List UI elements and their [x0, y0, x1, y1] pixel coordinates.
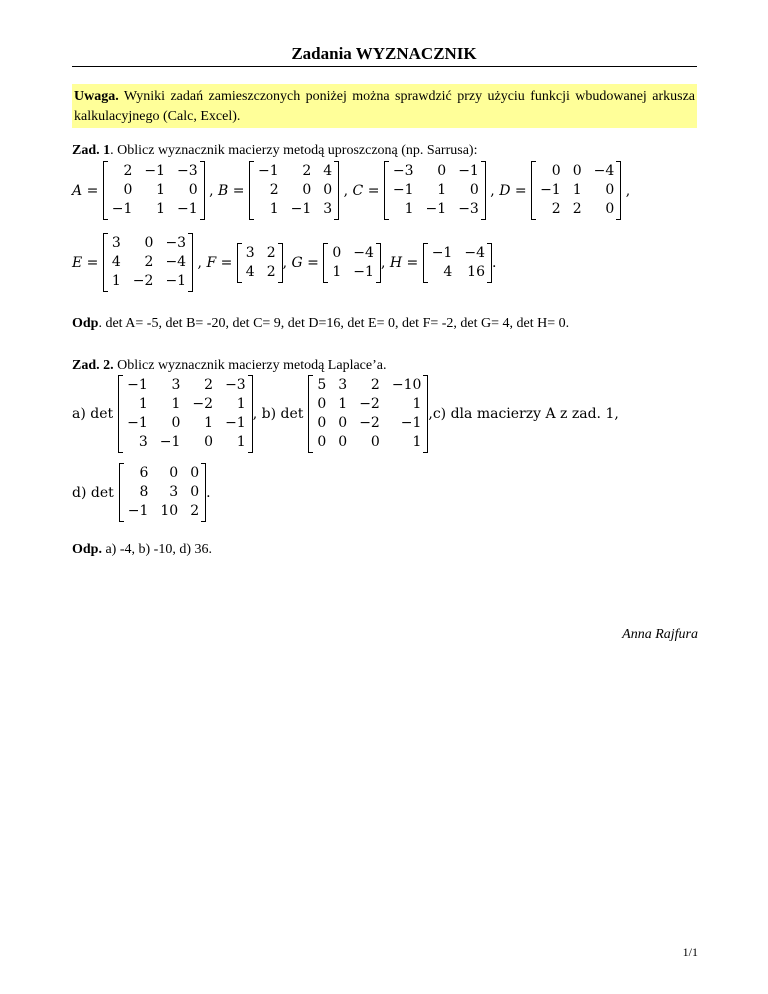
task1-label: Zad. 1 — [72, 143, 111, 158]
signature: Anna Rajfura — [622, 627, 698, 642]
matrix-cell: −1 — [425, 201, 447, 217]
matrix-cell: −1 — [225, 415, 246, 431]
matrix-E — [103, 234, 193, 291]
matrix-cell: 1 — [171, 396, 181, 412]
matrix-cell: −4 — [165, 254, 187, 270]
matrix-cell: 10 — [160, 503, 179, 519]
note-text: Wyniki zadań zamieszczonych poniżej można sprawdzić przy użyciu funkcji wbudowanej arkusza kalkulacyjnego (Calc, Excel). — [74, 89, 695, 124]
matrix-cell: 2 — [204, 377, 214, 393]
matrix-cell: −10 — [391, 377, 422, 393]
matrix-2a — [118, 376, 253, 452]
task1-row2: E = 3 0 −3 4 2 −4 1 −2 −1 , F = 3 2 4 2 , G = 0 −4 1 −1 , H = −1 −4 4 16 . — [72, 235, 497, 289]
matrix-cell: −1 — [257, 163, 279, 179]
task1-answer-text: . det A= -5, det B= -20, det C= 9, det D=16, det E= 0, det F= -2, det G= 4, det H= 0. — [98, 316, 570, 331]
matrix-cell: −2 — [192, 396, 214, 412]
matrix-F — [237, 244, 283, 282]
matrix-cell: −3 — [225, 377, 246, 393]
matrix-cell: 2 — [190, 503, 200, 519]
matrix-cell: 0 — [317, 415, 327, 431]
matrix-cell: 1 — [338, 396, 348, 412]
matrix-cell: 1 — [204, 415, 214, 431]
matrix-cell: −2 — [359, 415, 380, 431]
task1-answer — [72, 316, 569, 332]
matrix-H — [423, 244, 492, 282]
matrix-cell: 0 — [469, 182, 479, 198]
matrix-cell: 0 — [605, 182, 615, 198]
task2-label: Zad. 2. — [72, 358, 114, 373]
matrix-cell: −1 — [127, 415, 148, 431]
task2-answer-text: a) -4, b) -10, d) 36. — [101, 542, 212, 557]
matrix-cell: 0 — [317, 396, 327, 412]
matrix-cell: −3 — [458, 201, 479, 217]
matrix-cell: 0 — [605, 201, 615, 217]
matrix-cell: 3 — [323, 201, 333, 217]
matrix-cell: 0 — [190, 465, 200, 481]
page-number: 1/1 — [682, 945, 698, 959]
matrix-cell: 3 — [169, 484, 179, 500]
task2-a-label: a) det — [72, 406, 114, 422]
matrix-D — [531, 162, 621, 219]
matrix-cell: −3 — [177, 163, 198, 179]
matrix-cell: 2 — [302, 163, 312, 179]
matrix-cell: −1 — [392, 182, 414, 198]
matrix-cell: 4 — [323, 163, 333, 179]
matrix-cell: −3 — [165, 235, 187, 251]
matrix-cell: 0 — [338, 415, 348, 431]
matrix-cell: 0 — [190, 484, 200, 500]
matrix-cell: 2 — [144, 254, 154, 270]
task2-text: Oblicz wyznacznik macierzy metodą Laplace’a. — [113, 358, 387, 373]
matrix-G — [323, 244, 381, 282]
matrix-cell: 0 — [437, 163, 447, 179]
matrix-cell: 4 — [245, 263, 255, 280]
task2-c-label: ,c) dla macierzy A z zad. 1, — [428, 406, 619, 422]
matrix-cell: −1 — [165, 273, 187, 289]
document-title: Zadania WYZNACZNIK — [291, 44, 477, 63]
matrix-cell: 3 — [138, 434, 148, 450]
matrix-cell: 4 — [443, 263, 453, 280]
matrix-2d — [119, 464, 206, 521]
matrix-cell: 1 — [269, 201, 279, 217]
task2-b-label: , b) det — [252, 406, 304, 422]
matrix-cell: −2 — [359, 396, 380, 412]
matrix-cell: 0 — [317, 434, 327, 450]
matrix-cell: 1 — [412, 396, 422, 412]
matrix-cell: 0 — [123, 182, 133, 198]
matrix-cell: 1 — [138, 396, 148, 412]
task2-row2: d) det 6 0 0 8 3 0 −1 10 2 . — [72, 465, 211, 519]
matrix-cell: −4 — [593, 163, 615, 179]
matrix-cell: 2 — [266, 263, 276, 280]
matrix-cell: 0 — [572, 163, 582, 179]
matrix-cell: −4 — [464, 244, 485, 261]
matrix-cell: 3 — [245, 244, 255, 261]
matrix-cell: 1 — [572, 182, 582, 198]
matrix-cell: −1 — [458, 163, 479, 179]
task2-heading — [72, 358, 386, 374]
matrix-cell: 2 — [269, 182, 279, 198]
matrix-cell: 2 — [572, 201, 582, 217]
matrix-cell: 1 — [111, 273, 121, 289]
matrix-cell: −3 — [392, 163, 414, 179]
note-label: Uwaga. — [74, 89, 119, 104]
matrix-cell: 1 — [412, 434, 422, 450]
matrix-cell: 0 — [551, 163, 561, 179]
task1-text: . Oblicz wyznacznik macierzy metodą uproszczoną (np. Sarrusa): — [110, 143, 478, 158]
matrix-A — [103, 162, 205, 219]
matrix-cell: 2 — [551, 201, 561, 217]
task2-d-label: d) det — [72, 484, 114, 501]
matrix-cell: −1 — [540, 182, 561, 198]
matrix-C — [384, 162, 486, 219]
task2-answer — [72, 542, 212, 558]
matrix-cell: 1 — [236, 434, 246, 450]
matrix-cell: −1 — [290, 201, 312, 217]
matrix-cell: −1 — [144, 163, 166, 179]
matrix-cell: 1 — [437, 182, 447, 198]
title-rule — [72, 66, 697, 67]
matrix-cell: 0 — [332, 244, 342, 261]
matrix-cell: 0 — [204, 434, 214, 450]
matrix-cell: −1 — [111, 201, 133, 217]
task2-row1 — [72, 376, 619, 452]
matrix-cell: 0 — [302, 182, 312, 198]
task2-answer-label: Odp. — [72, 542, 102, 557]
matrix-cell: 1 — [404, 201, 414, 217]
matrix-cell: −1 — [431, 244, 453, 261]
note-box — [72, 84, 697, 128]
matrix-cell: 16 — [467, 263, 485, 280]
matrix-cell: 2 — [123, 163, 133, 179]
matrix-cell: 0 — [338, 434, 348, 450]
task1-row1: A = 2 −1 −3 0 1 0 −1 1 −1 , B = −1 2 4 2 0 0 1 −1 3 , C = −3 0 −1 −1 1 0 1 −1 −3 , D = 0 0 −4 −1 1 0 2 2 0 , — [72, 163, 631, 217]
matrix-2b — [308, 376, 428, 452]
matrix-cell: 2 — [266, 244, 276, 261]
matrix-cell: 1 — [236, 396, 246, 412]
matrix-cell: −4 — [353, 244, 374, 261]
matrix-cell: −1 — [353, 263, 374, 280]
matrix-B — [249, 162, 339, 219]
matrix-cell: 3 — [111, 235, 121, 251]
matrix-cell: −1 — [159, 434, 181, 450]
matrix-cell: 0 — [171, 415, 181, 431]
matrix-cell: 6 — [139, 465, 149, 481]
task1-answer-label: Odp — [72, 316, 99, 331]
matrix-cell: 1 — [332, 263, 342, 280]
matrix-cell: 8 — [139, 484, 149, 500]
matrix-cell: −1 — [127, 503, 149, 519]
matrix-cell: 0 — [188, 182, 198, 198]
matrix-cell: 2 — [370, 377, 380, 393]
matrix-cell: 1 — [156, 182, 166, 198]
matrix-cell: 5 — [317, 377, 327, 393]
matrix-cell: 0 — [144, 235, 154, 251]
matrix-cell: −1 — [177, 201, 198, 217]
matrix-cell: 3 — [338, 377, 348, 393]
matrix-cell: −1 — [127, 377, 148, 393]
matrix-cell: 0 — [169, 465, 179, 481]
matrix-cell: 0 — [370, 434, 380, 450]
matrix-cell: −2 — [132, 273, 154, 289]
matrix-cell: 4 — [111, 254, 121, 270]
matrix-cell: 1 — [156, 201, 166, 217]
matrix-cell: 3 — [171, 377, 181, 393]
task1-heading — [72, 143, 477, 159]
matrix-cell: −1 — [400, 415, 422, 431]
matrix-cell: 0 — [323, 182, 333, 198]
